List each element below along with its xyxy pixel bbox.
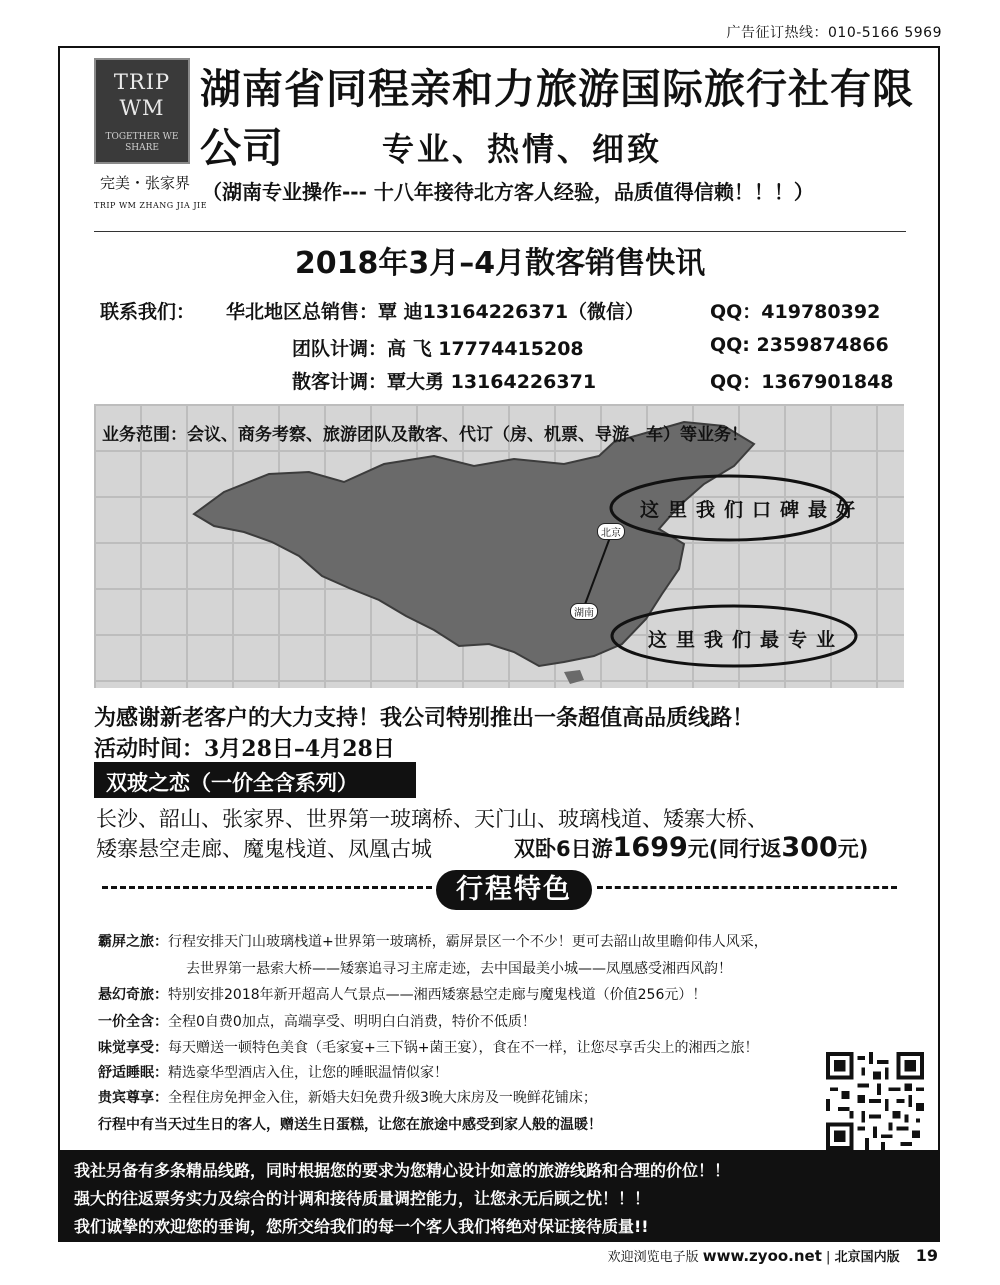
page-footer (608, 1246, 938, 1265)
feature-label: 味觉享受： (98, 1040, 168, 1056)
bulletin-title: 2018年3月–4月散客销售快讯 (294, 246, 706, 281)
feature-item (98, 1062, 448, 1082)
feature-label: 霸屏之旅： (98, 934, 168, 950)
logo-wm-text: WM (119, 96, 165, 120)
dash-divider-left (102, 886, 432, 891)
feature-text: 全程住房免押金入住，新婚夫妇免费升级3晚大床房及一晚鲜花铺床； (168, 1090, 597, 1106)
feature-item (98, 1087, 597, 1107)
company-slogan: 专业、热情、细致 (382, 130, 663, 168)
business-scope: 业务范围：会议、商务考察、旅游团队及散客、代订（房、机票、导游、车）等业务！ (102, 425, 748, 445)
contact-individual: 散客计调：覃大勇 13164226371 (292, 371, 597, 393)
logo-trip-text: TRIP (113, 70, 171, 94)
promotion-period: 活动时间：3月28日–4月28日 (94, 736, 395, 762)
feature-item (98, 1011, 536, 1031)
closing-line-1: 我社另备有多条精品线路，同时根据您的要求为您精心设计如意的旅游线路和合理的价位！！ (74, 1161, 731, 1180)
company-name: 湖南省同程亲和力旅游国际旅行社有限公司 (200, 65, 914, 172)
feature-item (98, 1037, 758, 1057)
feature-text: 行程安排天门山玻璃栈道+世界第一玻璃桥，霸屏景区一个不少！更可去韶山故里瞻仰伟人风采， (168, 934, 768, 950)
logo-caption-en: TRIP WM ZHANG JIA JIE (94, 201, 208, 210)
feature-text: 精选豪华型酒店入住，让您的睡眠温情似家！ (168, 1065, 448, 1081)
feature-label: 贵宾尊享： (98, 1090, 168, 1106)
callout-best-reputation: 这里我们口碑最好 (640, 499, 865, 521)
feature-label: 悬幻奇旅： (98, 987, 168, 1003)
price-prefix: 双卧6日游 (514, 837, 613, 861)
route-line-1: 长沙、韶山、张家界、世界第一玻璃桥、天门山、玻璃栈道、矮寨大桥、 (96, 807, 768, 831)
price-unit: 元(同行返 (687, 837, 782, 861)
footer-prefix: 欢迎浏览电子版 (607, 1250, 699, 1265)
callout-most-professional: 这里我们最专业 (648, 629, 845, 651)
features-title: 行程特色 (436, 870, 592, 910)
route-line-2: 矮寨悬空走廊、魔鬼栈道、凤凰古城 (96, 837, 432, 861)
price-value: 1699 (612, 832, 688, 863)
logo-tagline: TOGETHER WE SHARE (105, 132, 179, 153)
series-badge (94, 762, 416, 798)
feature-text: 每天赠送一顿特色美食（毛家宴+三下锅+菌王宴），食在不一样，让您尽享舌尖上的湘西之旅！ (168, 1040, 759, 1056)
page-number: 19 (915, 1246, 938, 1265)
contact-team: 团队计调：高 飞 17774415208 (292, 338, 584, 360)
header-divider (94, 231, 906, 232)
dash-divider-right (597, 886, 897, 891)
footer-edition: 北京国内版 (834, 1250, 900, 1265)
rebate-unit: 元) (837, 837, 869, 861)
city-label-hunan: 湖南 (570, 603, 598, 620)
series-name: 双玻之恋（一价全含系列） (106, 770, 358, 795)
company-logo (94, 58, 190, 164)
rebate-value: 300 (781, 832, 838, 863)
footer-separator: | (826, 1250, 831, 1265)
contact-sales: 华北地区总销售：覃 迪13164226371（微信） (226, 301, 645, 323)
footer-url[interactable]: www.zyoo.net (702, 1247, 822, 1265)
logo-caption-cn: 完美・张家界 (100, 174, 191, 192)
promotion-headline: 为感谢新老客户的大力支持！我公司特别推出一条超值高品质线路！ (94, 705, 755, 731)
feature-item (186, 958, 732, 978)
feature-text: 特别安排2018年新开超高人气景点——湘西矮寨悬空走廊与魔鬼栈道（价值256元）！ (168, 987, 707, 1003)
feature-text: 全程0自费0加点，高端享受、明明白白消费，特价不低质！ (168, 1014, 536, 1030)
city-label-beijing: 北京 (597, 523, 625, 540)
hainan-island (564, 670, 584, 684)
closing-line-2: 强大的往返票务实力及综合的计调和接待质量调控能力，让您永无后顾之忧！！！ (74, 1189, 651, 1208)
price-block (514, 832, 868, 863)
birthday-note: 行程中有当天过生日的客人，赠送生日蛋糕，让您在旅途中感受到家人般的温暖！ (98, 1117, 602, 1133)
contact-team-qq: QQ: 2359874866 (710, 334, 889, 356)
experience-note: （湖南专业操作--- 十八年接待北方客人经验，品质值得信赖！！！） (202, 180, 814, 204)
feature-item (98, 931, 768, 951)
contact-individual-qq: QQ：1367901848 (710, 371, 894, 393)
feature-item (98, 984, 706, 1004)
contact-label: 联系我们： (100, 301, 196, 323)
qr-code (826, 1052, 924, 1150)
feature-label: 一价全含： (98, 1014, 168, 1030)
feature-text: 去世界第一悬索大桥——矮寨追寻习主席走迹，去中国最美小城——凤凰感受湘西风韵！ (186, 961, 732, 977)
feature-label: 舒适睡眠： (98, 1065, 168, 1081)
closing-line-3: 我们诚挚的欢迎您的垂询，您所交给我们的每一个客人我们将绝对保证接待质量!! (74, 1217, 649, 1236)
contact-sales-qq: QQ：419780392 (710, 301, 881, 323)
ad-hotline: 广告征订热线：010-5166 5969 (726, 25, 942, 41)
